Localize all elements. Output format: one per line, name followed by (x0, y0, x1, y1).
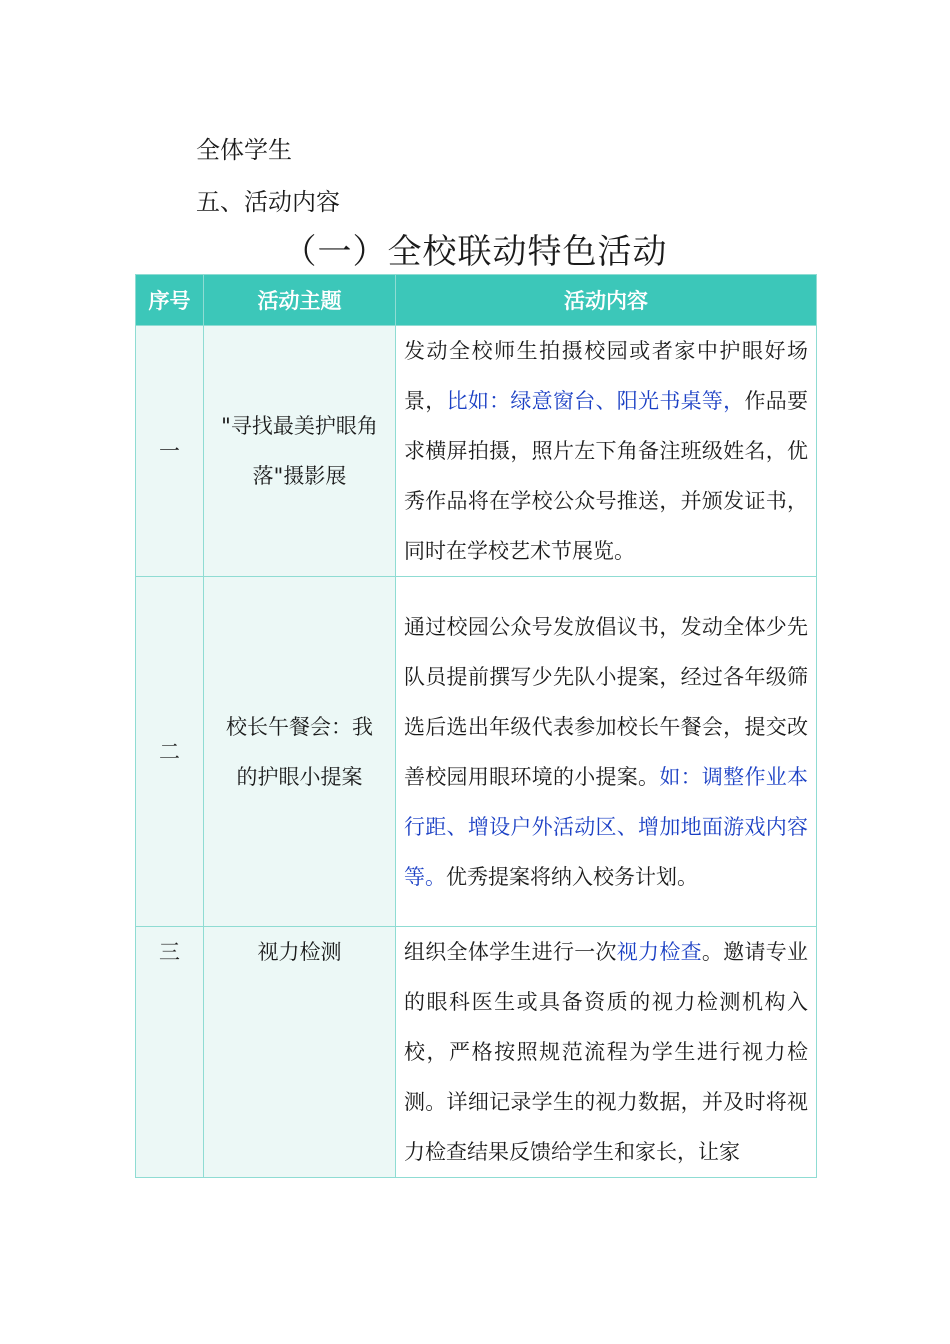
content-segment: 发动全校师生拍摄校园或者家中护眼好场景， (404, 339, 808, 413)
row-topic: "寻找最美护眼角落"摄影展 (204, 326, 396, 577)
section-heading: 五、活动内容 (196, 188, 340, 216)
audience-text: 全体学生 (196, 136, 292, 164)
header-content: 活动内容 (396, 275, 817, 326)
table-header-row (136, 275, 817, 326)
row-seq: 三 (136, 927, 204, 1178)
table-row (136, 927, 817, 1178)
row-topic: 校长午餐会：我的护眼小提案 (204, 577, 396, 927)
table-row (136, 577, 817, 927)
row-content (396, 577, 817, 927)
subsection-title: （一）全校联动特色活动 (282, 232, 668, 272)
row-content (396, 326, 817, 577)
content-highlight: 视力检查 (616, 940, 702, 964)
content-highlight: 比如：绿意窗台、阳光书桌等， (446, 389, 745, 413)
content-segment: 优秀提案将纳入校务计划。 (446, 864, 698, 889)
table-row (136, 326, 817, 577)
activity-table (135, 274, 817, 1178)
content-segment: 。邀请专业的眼科医生或具备资质的视力检测机构入校，严格按照规范流程为学生进行视力检测。详细记录学生的视力数据，并及时将视力检查结果反馈给学生和家长，让家 (404, 940, 809, 1164)
header-seq: 序号 (136, 275, 204, 326)
content-segment: 组织全体学生进行一次 (404, 940, 617, 964)
content-segment: 通过校园公众号发放倡议书，发动全体少先队员提前撰写少先队小提案，经过各年级筛选后选出年级代表参加校长午餐会，提交改善校园用眼环境的小提案。 (404, 614, 808, 789)
header-topic: 活动主题 (204, 275, 396, 326)
content-segment: 作品要求横屏拍摄，照片左下角备注班级姓名，优秀作品将在学校公众号推送，并颁发证书，同时在学校艺术节展览。 (404, 389, 809, 563)
row-seq: 二 (136, 577, 204, 927)
row-topic: 视力检测 (204, 927, 396, 1178)
row-seq: 一 (136, 326, 204, 577)
row-content (396, 927, 817, 1178)
content-highlight: 如：调整作业本行距、增设户外活动区、增加地面游戏内容等。 (404, 764, 809, 889)
